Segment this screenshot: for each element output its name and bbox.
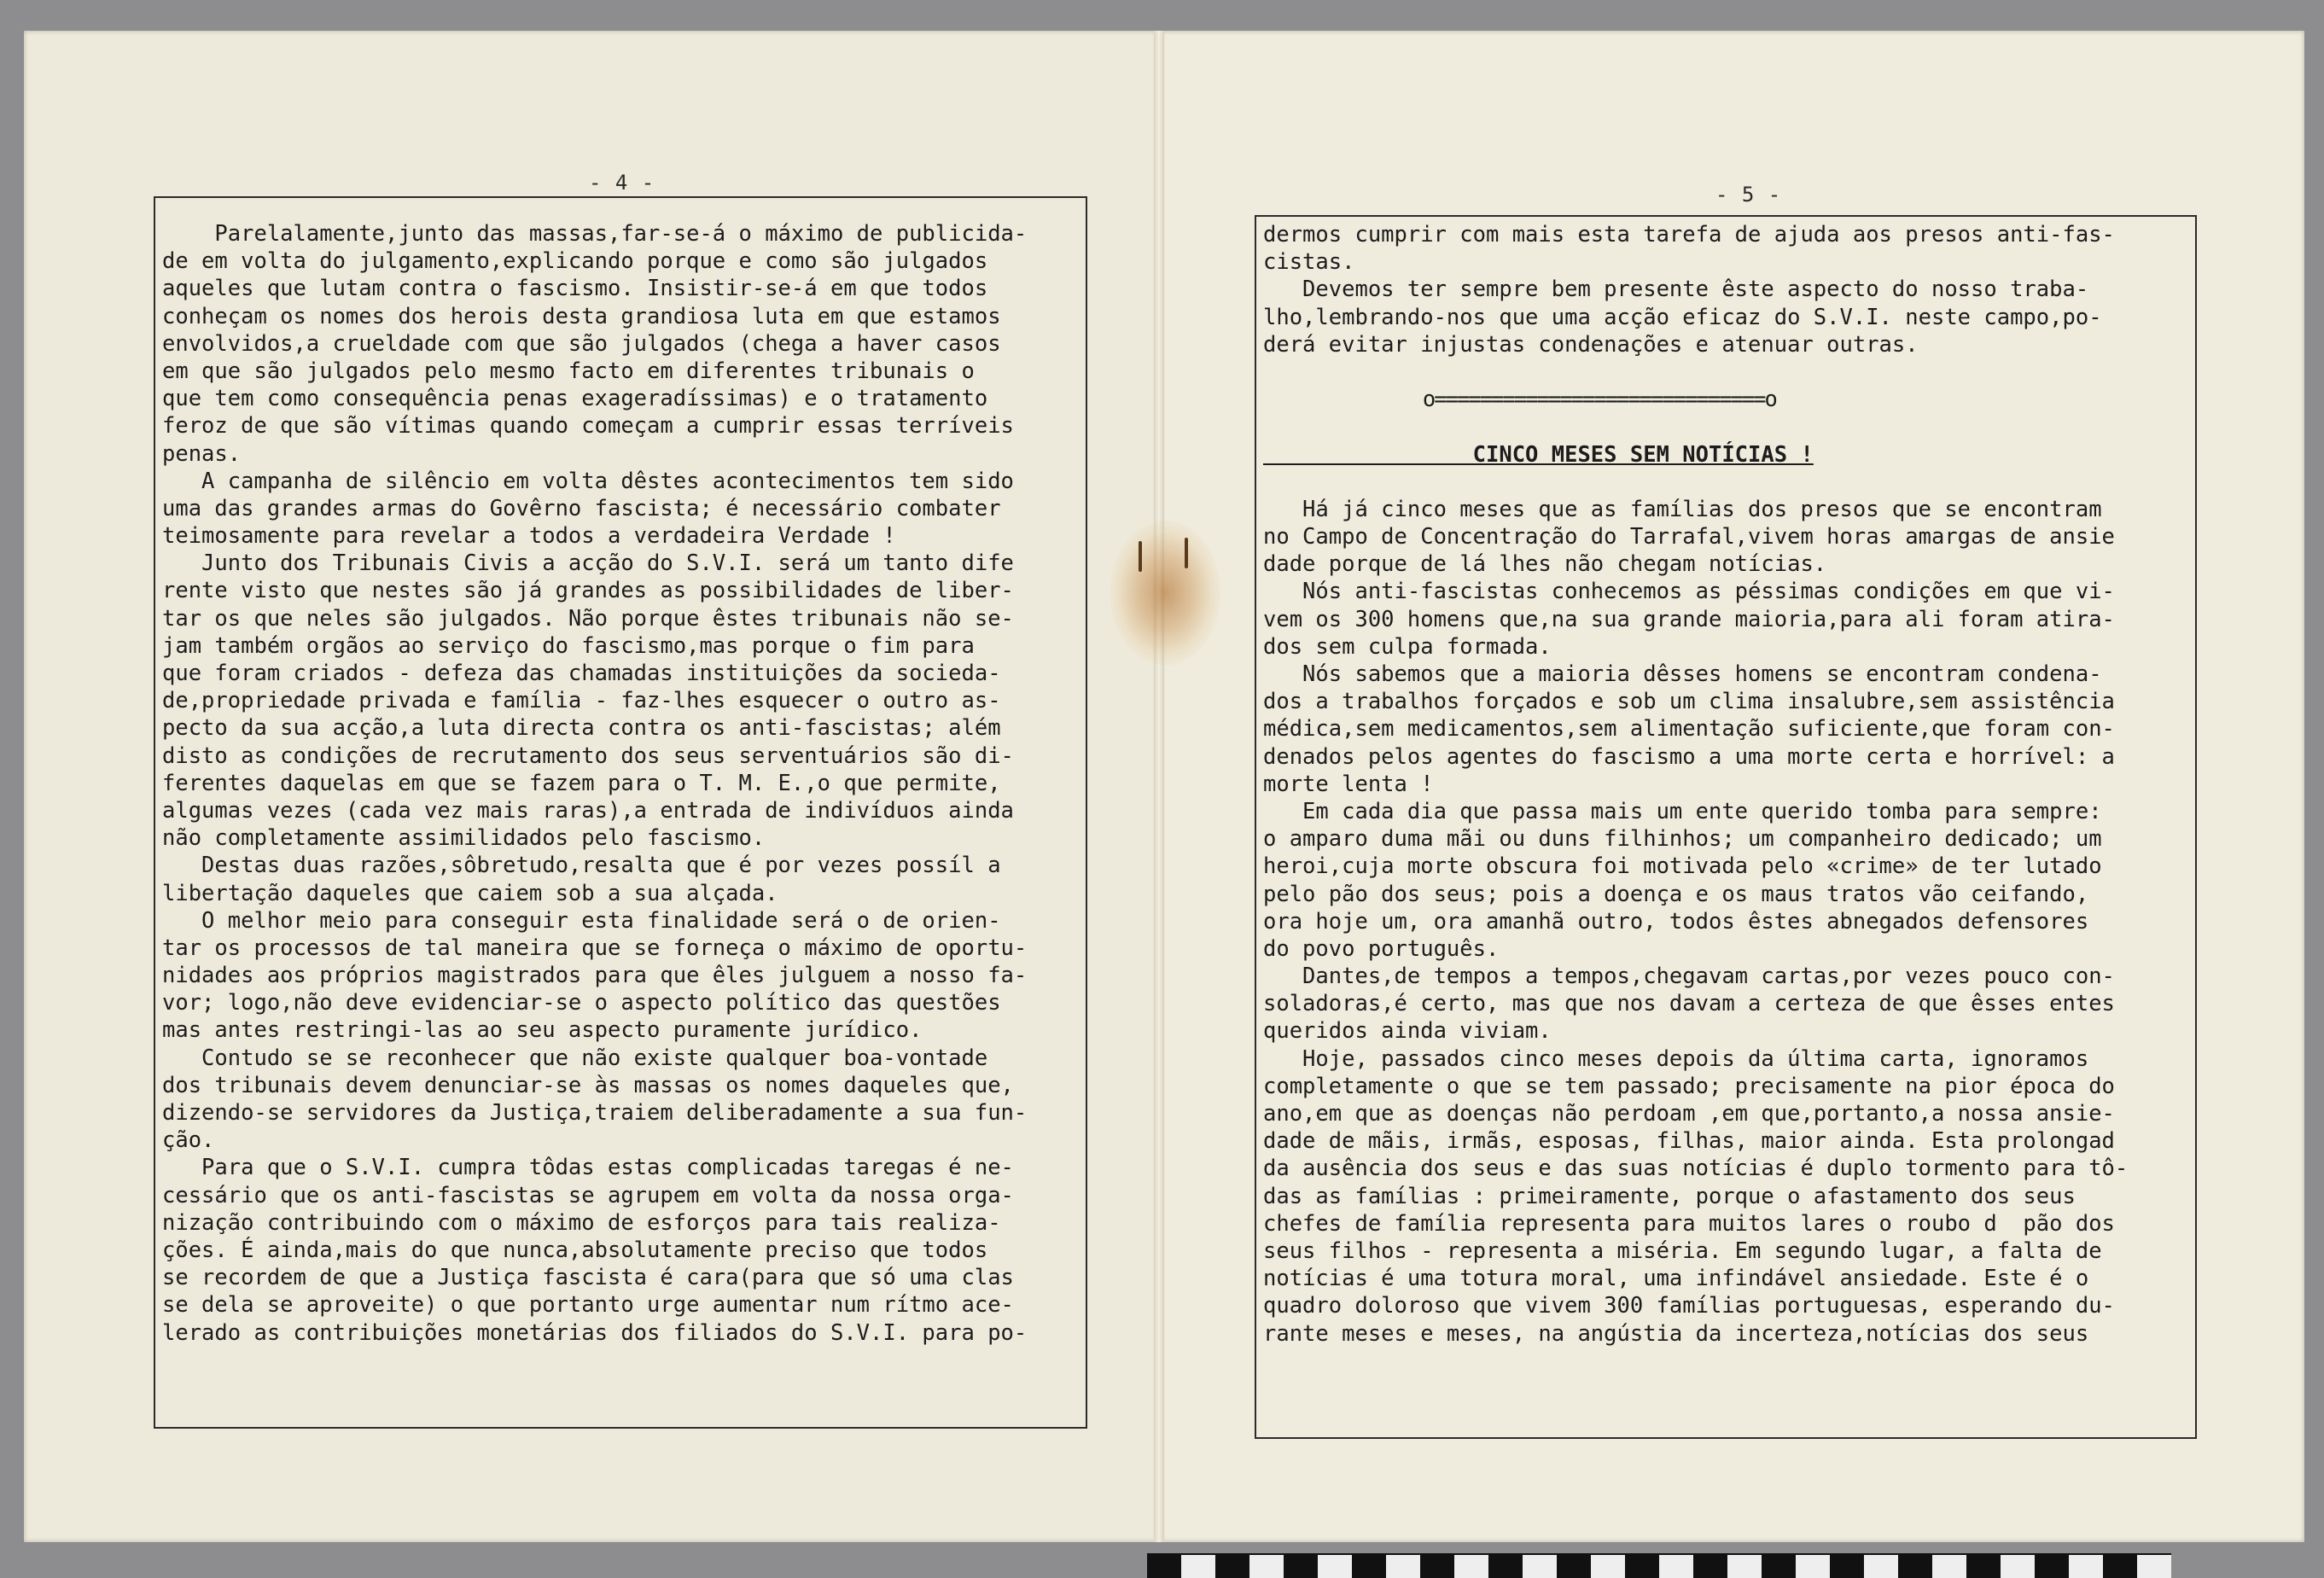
- right-page-text-line: cistas.: [1263, 249, 1355, 276]
- left-page-text-line: libertação daqueles que caiem sob a sua alçada.: [162, 880, 778, 906]
- left-page-text-line: de em volta do julgamento,explicando porque e como são julgados: [162, 248, 988, 275]
- right-page-text-line: [1263, 358, 2192, 386]
- center-fold: [1154, 31, 1164, 1542]
- right-page-text-line: rante meses e meses, na angústia da incerteza,notícias dos seus: [1263, 1320, 2089, 1347]
- page-number-left: - 4 -: [589, 171, 655, 195]
- left-page-text-line: envolvidos,a crueldade com que são julgados (chega a haver casos: [162, 330, 1001, 357]
- left-page-text-line: se recordem de que a Justiça fascista é cara(para que só uma clas: [162, 1265, 1014, 1291]
- right-page-text-line: das as famílias : primeiramente, porque o afastamento dos seus: [1263, 1183, 2076, 1209]
- left-page-text-line: penas.: [162, 440, 242, 467]
- right-page-text-line: quadro doloroso que vivem 300 famílias portuguesas, esperando du-: [1263, 1293, 2115, 1319]
- right-page-text-line: dos sem culpa formada.: [1263, 633, 1552, 660]
- left-page-text-line: jam também orgãos ao serviço do fascismo,mas porque o fim para: [162, 632, 975, 659]
- right-page-text-line: Há já cinco meses que as famílias dos presos que se encontram: [1263, 496, 2102, 522]
- right-page-text-line: [1263, 469, 2192, 496]
- right-page-text-line: seus filhos - representa a miséria. Em segundo lugar, a falta de: [1263, 1237, 2102, 1264]
- right-page-text-line: notícias é uma totura moral, uma infindável ansiedade. Este é o: [1263, 1266, 2089, 1292]
- right-page-text-line: queridos ainda viviam.: [1263, 1018, 1552, 1045]
- right-page-text-line: denados pelos agentes do fascismo a uma morte certa e horrível: a: [1263, 743, 2115, 770]
- staple-mark: [1139, 541, 1142, 572]
- left-page-text-line: Para que o S.V.I. cumpra tôdas estas complicadas taregas é ne-: [162, 1155, 1014, 1181]
- left-page-text-line: nização contribuindo com o máximo de esforços para tais realiza-: [162, 1209, 1001, 1236]
- right-page-text-line: o amparo duma mãi ou duns filhinhos; um companheiro dedicado; um: [1263, 826, 2102, 853]
- right-page-text-line: Nós anti-fascistas conhecemos as péssimas condições em que vi-: [1263, 579, 2115, 605]
- right-page-text-line: no Campo de Concentração do Tarrafal,vivem horas amargas de ansie: [1263, 524, 2115, 550]
- right-page-text-line: dade porque de lá lhes não chegam notícias.: [1263, 551, 1827, 578]
- left-page-text-line: teimosamente para revelar a todos a verdadeira Verdade !: [162, 523, 896, 550]
- right-text-frame: [1255, 215, 2197, 1439]
- left-page-text-line: feroz de que são vítimas quando começam a cumprir essas terríveis: [162, 413, 1014, 440]
- staple-mark: [1185, 538, 1188, 568]
- left-page-text-line: Parelalamente,junto das massas,far-se-á o máximo de publicida-: [162, 221, 1028, 247]
- right-page-text-line: completamente o que se tem passado; precisamente na pior época do: [1263, 1073, 2115, 1099]
- right-page-text-line: vem os 300 homens que,na sua grande maioria,para ali foram atira-: [1263, 606, 2115, 632]
- right-page-text-line: soladoras,é certo, mas que nos davam a certeza de que êsses entes: [1263, 991, 2115, 1017]
- section-heading: CINCO MESES SEM NOTÍCIAS !: [1263, 441, 1814, 468]
- left-page-text-line: aqueles que lutam contra o fascismo. Insistir-se-á em que todos: [162, 276, 988, 302]
- right-page-text-line: ora hoje um, ora amanhã outro, todos êstes abnegados defensores: [1263, 908, 2089, 935]
- right-page-text-line: dos a trabalhos forçados e sob um clima insalubre,sem assistência: [1263, 689, 2115, 715]
- right-page-text-line: dermos cumprir com mais esta tarefa de ajuda aos presos anti-fas-: [1263, 222, 2115, 247]
- left-page-text-line: Contudo se se reconhecer que não existe qualquer boa-vontade: [162, 1045, 988, 1071]
- right-page-text-line: morte lenta !: [1263, 771, 1434, 797]
- left-text-frame: [154, 196, 1087, 1429]
- left-page-text-line: ções. É ainda,mais do que nunca,absolutamente preciso que todos: [162, 1237, 988, 1263]
- left-page-text-line: lerado as contribuições monetárias dos filiados do S.V.I. para po-: [162, 1319, 1028, 1346]
- left-page-text-line: dizendo-se servidores da Justiça,traiem deliberadamente a sua fun-: [162, 1100, 1028, 1126]
- left-page-text-line: ferentes daquelas em que se fazem para o T. M. E.,o que permite,: [162, 770, 1001, 796]
- left-page-text-line: em que são julgados pelo mesmo facto em diferentes tribunais o: [162, 358, 975, 384]
- right-page-text-line: Hoje, passados cinco meses depois da última carta, ignoramos: [1263, 1045, 2089, 1072]
- left-page-text-line: que foram criados - defeza das chamadas instituições da socieda-: [162, 661, 1001, 686]
- left-page-text-line: conheçam os nomes dos herois desta grandiosa luta em que estamos: [162, 303, 1001, 329]
- right-page-text-line: [1263, 413, 2192, 440]
- page-number-right: - 5 -: [1715, 183, 1782, 207]
- right-page-text-line: Dantes,de tempos a tempos,chegavam cartas,por vezes pouco con-: [1263, 964, 2115, 990]
- left-page-text-line: uma das grandes armas do Govêrno fascista; é necessário combater: [162, 495, 1001, 521]
- left-page-text-line: rente visto que nestes são já grandes as possibilidades de liber-: [162, 578, 1014, 604]
- left-page-text-line: pecto da sua acção,a luta directa contra os anti-fascistas; além: [162, 715, 1001, 742]
- right-page-text-line: da ausência dos seus e das suas notícias é duplo tormento para tô-: [1263, 1156, 2129, 1182]
- left-page-text-line: disto as condições de recrutamento dos seus serventuários são di-: [162, 742, 1014, 769]
- right-page-text-line: ano,em que as doenças não perdoam ,em que,portanto,a nossa ansie-: [1263, 1101, 2115, 1127]
- right-page-text-line: dade de mãis, irmãs, esposas, filhas, maior ainda. Esta prolongad: [1263, 1128, 2115, 1155]
- left-page-text-line: cessário que os anti-fascistas se agrupem em volta da nossa orga-: [162, 1182, 1014, 1208]
- left-page-text-line: algumas vezes (cada vez mais raras),a entrada de indivíduos ainda: [162, 797, 1014, 824]
- right-page-text-line: heroi,cuja morte obscura foi motivada pelo «crime» de ter lutado: [1263, 853, 2102, 880]
- left-page-text-line: mas antes restringi-las ao seu aspecto puramente jurídico.: [162, 1017, 923, 1044]
- right-page-text-line: Em cada dia que passa mais um ente querido tomba para sempre:: [1263, 798, 2102, 824]
- left-page-text-line: ção.: [162, 1127, 215, 1154]
- right-page-text-line: derá evitar injustas condenações e atenuar outras.: [1263, 331, 1919, 358]
- left-page-text-line: dos tribunais devem denunciar-se às massas os nomes daqueles que,: [162, 1072, 1014, 1098]
- left-page-text-line: não completamente assimilidados pelo fascismo.: [162, 825, 766, 852]
- right-page-text-line: do povo português.: [1263, 935, 1500, 962]
- right-page-text-line: médica,sem medicamentos,sem alimentação suficiente,que foram con-: [1263, 716, 2115, 742]
- left-page-text-line: nidades aos próprios magistrados para que êles julguem a nosso fa-: [162, 963, 1028, 989]
- section-separator: o=============================o: [1263, 387, 1776, 413]
- left-page-text-line: Junto dos Tribunais Civis a acção do S.V.I. será um tanto dife: [162, 550, 1014, 577]
- rust-stain: [1110, 521, 1220, 666]
- left-text-column: [162, 220, 1082, 1347]
- right-page-text-line: Devemos ter sempre bem presente êste aspecto do nosso traba-: [1263, 277, 2089, 303]
- left-page-text-line: vor; logo,não deve evidenciar-se o aspecto político das questões: [162, 990, 1001, 1016]
- right-page-text-line: lho,lembrando-nos que uma acção eficaz do S.V.I. neste campo,po-: [1263, 304, 2102, 330]
- left-page-text-line: tar os processos de tal maneira que se forneça o máximo de oportu-: [162, 935, 1028, 961]
- left-page-text-line: se dela se aproveite) o que portanto urge aumentar num rítmo ace-: [162, 1292, 1014, 1319]
- left-page-text-line: Destas duas razões,sôbretudo,resalta que é por vezes possíl a: [162, 853, 1001, 879]
- left-page-text-line: que tem como consequência penas exageradíssimas) e o tratamento: [162, 386, 988, 412]
- right-page-text-line: chefes de família representa para muitos lares o roubo d pão dos: [1263, 1210, 2115, 1237]
- left-page-text-line: tar os que neles são julgados. Não porque êstes tribunais não se-: [162, 605, 1014, 632]
- right-page-text-line: Nós sabemos que a maioria dêsses homens se encontram condena-: [1263, 661, 2102, 687]
- left-page-text-line: O melhor meio para conseguir esta finalidade será o de orien-: [162, 907, 1001, 934]
- right-page-text-line: pelo pão dos seus; pois a doença e os maus tratos vão ceifando,: [1263, 881, 2089, 907]
- scale-bar: [1147, 1553, 2171, 1578]
- left-page-text-line: A campanha de silêncio em volta dêstes acontecimentos tem sido: [162, 468, 1014, 494]
- right-text-column: [1263, 221, 2192, 1348]
- left-page-text-line: de,propriedade privada e família - faz-lhes esquecer o outro as-: [162, 688, 1001, 714]
